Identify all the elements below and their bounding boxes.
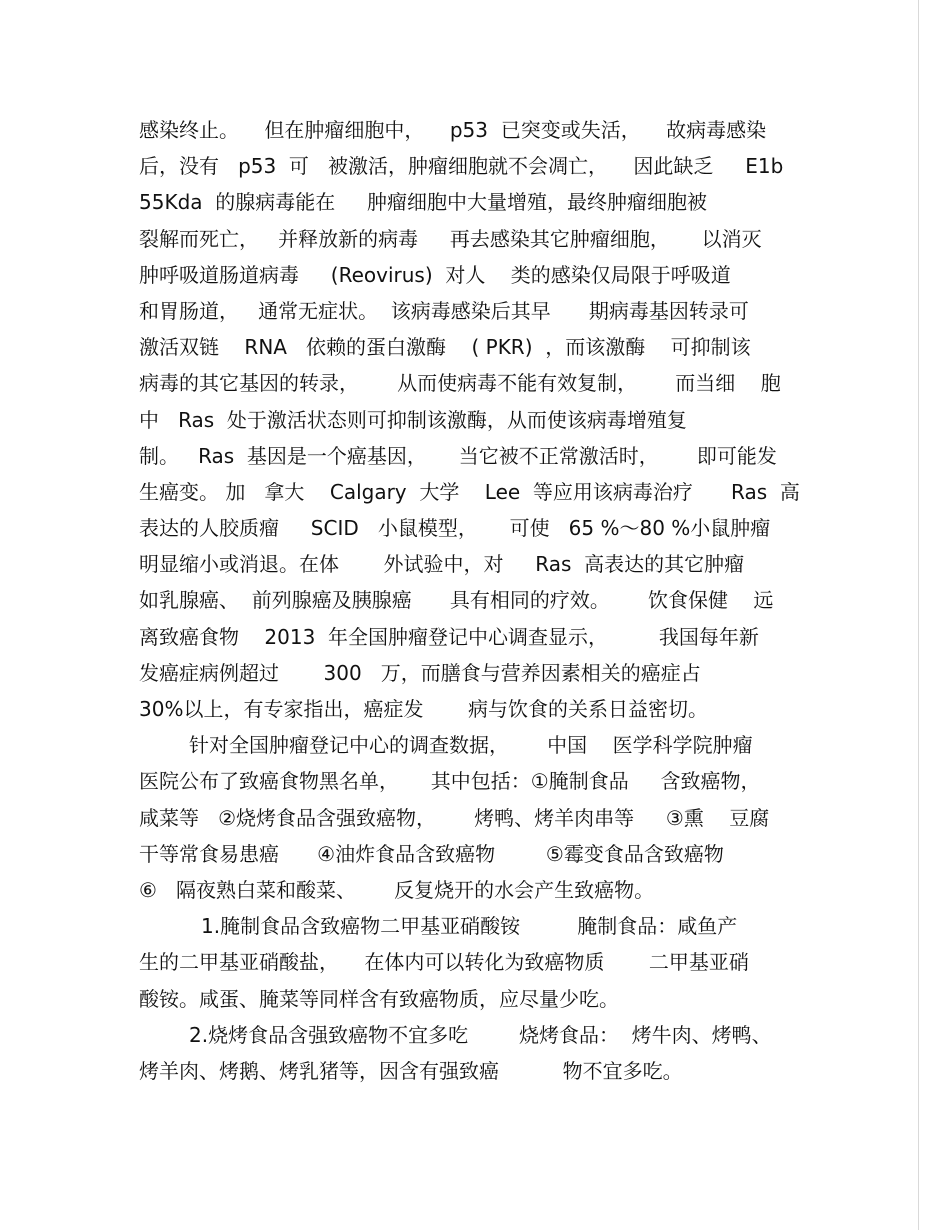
text-line: 酸铵。咸蛋、腌菜等同样含有致癌物质，应尽量少吃。: [139, 986, 619, 1011]
text-line: 55Kda 的腺病毒能在 肿瘤细胞中大量增殖，最终肿瘤细胞被: [139, 190, 708, 215]
text-line: ⑥ 隔夜熟白菜和酸菜、 反复烧开的水会产生致癌物。: [139, 877, 655, 902]
text-line: 感染终止。 但在肿瘤细胞中， p53 已突变或失活， 故病毒感染: [139, 118, 767, 142]
text-line: 制。 Ras 基因是一个癌基因， 当它被不正常激活时， 即可能发: [139, 443, 777, 468]
text-line: 生的二甲基亚硝酸盐， 在体内可以转化为致癌物质 二甲基亚硝: [139, 950, 749, 975]
paragraph-start-line: 针对全国肿瘤登记中心的调查数据， 中国 医学科学院肿瘤: [189, 733, 753, 758]
paragraph-start-line: 2.烧烤食品含强致癌物不宜多吃 烧烤食品： 烤牛肉、烤鸭、: [189, 1022, 772, 1047]
text-line: 病毒的其它基因的转录， 从而使病毒不能有效复制， 而当细 胞: [139, 371, 781, 396]
paragraph-start-line: 1.腌制食品含致癌物二甲基亚硝酸铵 腌制食品：咸鱼产: [201, 914, 738, 939]
text-line: 如乳腺癌、 前列腺癌及胰腺癌 具有相同的疗效。 饮食保健 远: [139, 588, 774, 613]
text-line: 发癌症病例超过 300 万，而膳食与营养因素相关的癌症占: [139, 660, 701, 685]
text-line: 中 Ras 处于激活状态则可抑制该激酶，从而使该病毒增殖复: [139, 407, 687, 432]
text-line: 干等常食易患癌 ④油炸食品含致癌物 ⑤霉变食品含致癌物: [139, 841, 724, 866]
text-line: 30%以上，有专家指出，癌症发 病与饮食的关系日益密切。: [139, 697, 708, 721]
text-line: 咸菜等 ②烧烤食品含强致癌物， 烤鸭、烤羊肉串等 ③熏 豆腐: [139, 805, 770, 830]
text-line: 医院公布了致癌食物黑名单， 其中包括：①腌制食品 含致癌物，: [139, 769, 761, 794]
text-line: 生癌变。 加 拿大 Calgary 大学 Lee 等应用该病毒治疗 Ras 高: [139, 479, 800, 504]
body-text: [139, 112, 839, 1089]
text-line: 后，没有 p53 可 被激活，肿瘤细胞就不会凋亡， 因此缺乏 E1b: [139, 154, 784, 179]
text-line: 明显缩小或消退。在体 外试验中，对 Ras 高表达的其它肿瘤: [139, 552, 745, 577]
text-line: 表达的人胶质瘤 SCID 小鼠模型， 可使 65 %～80 %小鼠肿瘤: [139, 516, 771, 541]
text-line: 裂解而死亡， 并释放新的病毒 再去感染其它肿瘤细胞， 以消灭: [139, 226, 762, 251]
text-line: 烤羊肉、烤鹅、烤乳猪等，因含有强致癌 物不宜多吃。: [139, 1058, 683, 1083]
text-line: 肿呼吸道肠道病毒 (Reovirus) 对人 类的感染仅局限于呼吸道: [139, 262, 731, 287]
page-edge-divider: [918, 0, 919, 1230]
text-line: 和胃肠道， 通常无症状。 该病毒感染后其早 期病毒基因转录可: [139, 298, 749, 323]
text-line: 激活双链 RNA 依赖的蛋白激酶 ( PKR) ，而该激酶 可抑制该: [139, 335, 751, 360]
text-line: 离致癌食物 2013 年全国肿瘤登记中心调查显示， 我国每年新: [139, 624, 759, 649]
